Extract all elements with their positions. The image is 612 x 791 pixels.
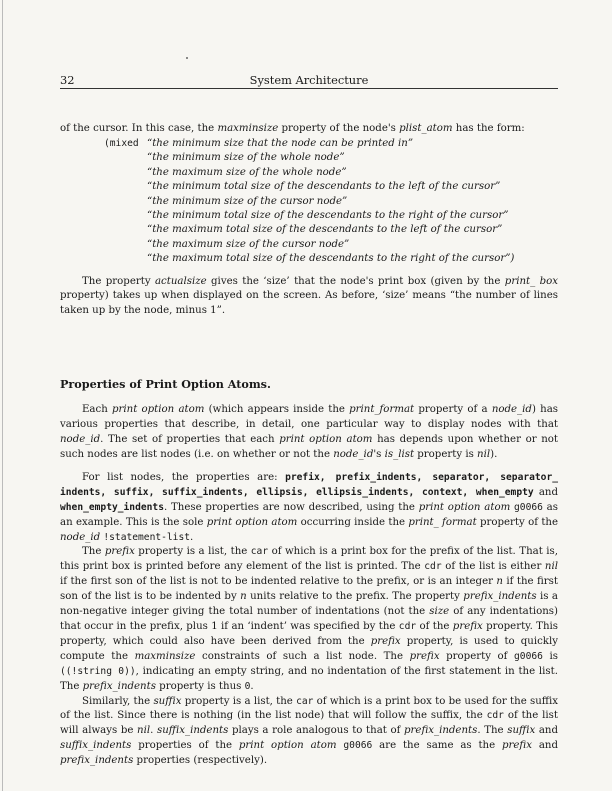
running-header xyxy=(60,70,558,88)
list-item: “the minimum total size of the descendants to the right of the cursor” xyxy=(147,209,509,221)
list-item: “the maximum total size of the descendants to the left of the cursor” xyxy=(147,224,503,236)
list-item: “the maximum total size of the descendants to the right of the cursor”) xyxy=(147,253,515,265)
list-item: (mixed “the minimum size that the node can be printed in” xyxy=(104,137,558,151)
list-item: “the maximum size of the cursor node” xyxy=(147,238,350,250)
scan-speck xyxy=(186,57,188,59)
prefix-paragraph: The prefix property is a list, the car of which is a print box for the prefix of the list. That is, this print box is printed before any element of the list is printed. The cdr of the list is either nil if the first son of the list is not to be indented relative to the prefix, or is an integer n if the first son of the list is to be indented by n units relative to the prefix. The property prefix_indents is a non-negative integer giving the total number of indentations (not the size of any indentations) that occur in the prefix, plus 1 if an ‘indent’ was specified by the cdr of the prefix property. This property, which could also have been derived from the prefix property, is used to quickly compute the maxminsize constraints of such a list node. The prefix property of g0066 is ((!string 0)), indicating an empty string, and no indentation of the first statement in the list. The prefix_indents property is thus 0. xyxy=(60,546,559,692)
list-item: “the minimum total size of the descendants to the left of the cursor” xyxy=(147,181,501,193)
suffix-paragraph: Similarly, the suffix property is a list, the car of which is a print box to be used for the suffix of the list. Since there is nothing (in the list node) that will follow the suffix, the cdr of the list will always be nil. suffix_indents plays a role analogous to that of prefix_indents. The suffix and suffix_indents properties of the print option atom g0066 are the same as the prefix and prefix_indents properties (respectively). xyxy=(60,695,559,767)
header-rule xyxy=(60,88,558,89)
mixed-keyword: (mixed xyxy=(104,137,139,149)
running-title: System Architecture xyxy=(249,73,369,87)
list-item: “the minimum size of the whole node” xyxy=(147,152,345,164)
list-item: “the maximum size of the whole node” xyxy=(147,166,347,178)
list-nodes-paragraph: For list nodes, the properties are: prefix, prefix_indents, separator, separator_ indents, suffix, suffix_indents, ellipsis, ellipsis_indents, context, when_empty and when_empty_indents. These properties are now described, using the print option atom g0066 as an example. This is the sole print option atom occurring inside the print_ format property of the node_id !statement-list. xyxy=(60,471,559,543)
mixed-form-list xyxy=(104,137,558,267)
page-number: 32 xyxy=(60,73,75,87)
intro-paragraph: of the cursor. In this case, the maxminsize property of the node's plist_atom has the form: xyxy=(60,123,525,134)
list-item: “the minimum size of the cursor node” xyxy=(147,195,348,207)
actualsize-paragraph: The property actualsize gives the ‘size’ that the node's print box (given by the print_ box property) takes up when displayed on the screen. As before, ‘size’ means “the number of lines taken up by the node, minus 1”. xyxy=(60,275,558,317)
print-option-atom-paragraph: Each print option atom (which appears inside the print_format property of a node_id) has various properties that describe, in detail, one particular way to display nodes with that node_id. The set of properties that each print option atom has depends upon whether or not such nodes are list nodes (i.e. on whether or not the node_id's is_list property is nil). xyxy=(60,404,558,460)
section-heading: Properties of Print Option Atoms. xyxy=(60,377,271,392)
scan-edge xyxy=(2,0,3,791)
document-page xyxy=(60,70,558,769)
